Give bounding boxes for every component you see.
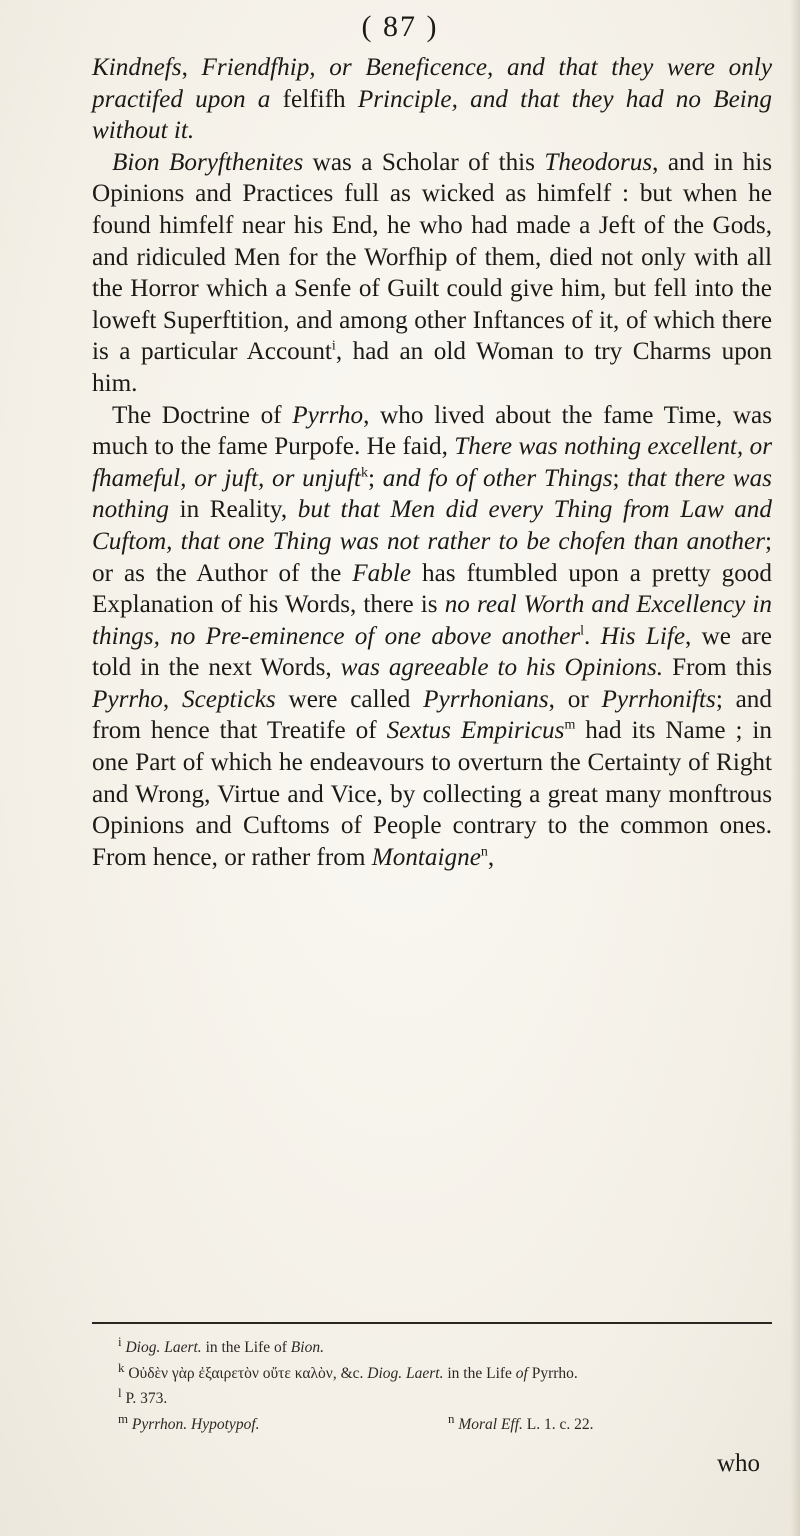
footnote-i bbox=[118, 1332, 768, 1358]
footnote-mark: m bbox=[118, 1410, 129, 1426]
text-span: , who lived about the fame Time, was much to the fame Purpofe. He faid, bbox=[92, 401, 773, 461]
footnote-mark: i bbox=[118, 1334, 122, 1349]
footnote-text: of bbox=[515, 1364, 528, 1382]
paragraph-2 bbox=[92, 147, 772, 400]
text-span: was a Scholar of this bbox=[303, 148, 545, 176]
paragraph-1 bbox=[92, 52, 772, 147]
text-span: but that Men did every Thing from Law and Cuftom, that one Thing was not rather to be chofen than another bbox=[92, 496, 772, 555]
text-span: , bbox=[487, 843, 495, 871]
footnote-m-n bbox=[118, 1409, 768, 1435]
footnote-text: Diog. Laert. bbox=[125, 1339, 202, 1357]
catchword: who bbox=[716, 1450, 760, 1477]
text-span: Beneficence bbox=[365, 54, 488, 81]
text-span: had its Name ; in one Part of which he endeavours to overturn the Certainty of Right and Wrong, Virtue and Vice, by collecting a great many monftrous Opinions and Cuftoms of People contrary to the common ones. From hence, or rather from bbox=[92, 717, 773, 871]
footnote-text: in the Life of bbox=[201, 1339, 291, 1357]
text-span: Pyrrho bbox=[92, 685, 163, 713]
footnote-ref-n: n bbox=[480, 844, 488, 860]
footnote-text: Οὐδὲν γὰρ ἐξαιρετὸν οὔτε καλὸν, &c. bbox=[128, 1364, 364, 1382]
text-span: Scepticks bbox=[182, 685, 276, 713]
footnote-text: L. 1. c. 22. bbox=[522, 1416, 594, 1434]
text-span: Principle, and that they had no Being without it. bbox=[92, 85, 772, 145]
text-span: that there was nothing bbox=[92, 464, 772, 524]
text-span: no real Worth and Excellency in things, no Pre-eminence of one above another bbox=[92, 591, 772, 650]
footnote-mark: l bbox=[118, 1385, 122, 1401]
text-span: ; bbox=[612, 464, 628, 492]
text-span: , and that they were only practifed upon a bbox=[92, 54, 773, 113]
text-span: Bion Boryfthenites bbox=[112, 148, 304, 176]
text-span: Pyrrhonians bbox=[423, 685, 549, 713]
text-span: . bbox=[583, 622, 601, 650]
footnote-text: Moral Eff. bbox=[458, 1416, 523, 1434]
footnote-mark: n bbox=[448, 1410, 455, 1426]
footnote-ref-i: i bbox=[331, 338, 336, 354]
footnote-text: Pyrrho. bbox=[527, 1364, 578, 1382]
footnote-ref-k: k bbox=[360, 465, 368, 481]
text-span: Fable bbox=[352, 559, 412, 587]
text-span: , or bbox=[309, 54, 366, 81]
text-span: His Life bbox=[600, 622, 686, 650]
footnote-l bbox=[118, 1383, 768, 1409]
footnote-text: Diog. Laert. bbox=[363, 1364, 444, 1382]
text-span: Montaigne bbox=[371, 843, 481, 871]
text-span: The Doctrine of bbox=[112, 401, 293, 429]
text-span: has ftumbled upon a pretty good Explanation of his Words, there is bbox=[92, 559, 772, 619]
text-span: Pyrrhonifts bbox=[601, 685, 716, 713]
text-span: There was nothing excellent, or fhameful, or juft, or unjuft bbox=[92, 433, 772, 492]
text-span: Kindnefs bbox=[92, 54, 182, 81]
page-number: ( 87 ) bbox=[361, 10, 439, 43]
page-edge-shadow bbox=[790, 0, 800, 1536]
footnote-mark: k bbox=[118, 1359, 125, 1375]
text-span: Theodorus bbox=[544, 148, 653, 176]
text-span: , bbox=[162, 685, 182, 713]
footnote-text: Bion. bbox=[290, 1339, 324, 1357]
text-span: Friendfhip bbox=[201, 54, 310, 81]
text-span: felfifh bbox=[282, 85, 346, 113]
text-span: Pyrrho bbox=[292, 401, 364, 429]
footnotes bbox=[118, 1332, 768, 1435]
text-span: , had an old Woman to try Charms upon him. bbox=[92, 338, 772, 397]
footnote-k bbox=[118, 1358, 768, 1384]
text-span: was agreeable to his Opinions. bbox=[340, 654, 664, 682]
text-span: From this bbox=[663, 654, 772, 682]
text-span: ; or as the Author of the bbox=[92, 527, 772, 587]
text-span: , we are told in the next Words, bbox=[92, 622, 772, 682]
text-span: ; and from hence that Treatife of bbox=[92, 685, 772, 745]
footnote-text: in the Life bbox=[443, 1364, 516, 1382]
text-span: and fo of other Things bbox=[382, 464, 613, 492]
footnote-ref-m: m bbox=[564, 718, 576, 734]
text-span: , bbox=[181, 54, 202, 81]
text-span: in Reality, bbox=[168, 496, 298, 524]
text-span: , and in his Opinions and Practices full as wicked as himfelf : but when he found himfelf near his End, he who had made a Jeft of the Gods, and ridiculed Men for the Worfhip of them, died not only with all the Horror which a Senfe of Guilt could give him, but fell into the loweft Superftition, and among other Inftances of it, of which there is a particular Account bbox=[92, 148, 772, 366]
body-text bbox=[92, 52, 772, 873]
text-span: ; bbox=[367, 464, 383, 492]
text-span: , or bbox=[548, 685, 602, 713]
paragraph-3 bbox=[92, 400, 772, 874]
text-span: Sextus Empiricus bbox=[386, 717, 565, 745]
footnote-ref-l: l bbox=[580, 623, 584, 639]
footnote-text: Pyrrhon. Hypotypof. bbox=[131, 1416, 260, 1434]
text-span: were called bbox=[275, 685, 424, 713]
footnote-text: P. 373. bbox=[125, 1390, 168, 1408]
footnote-divider bbox=[92, 1322, 772, 1324]
